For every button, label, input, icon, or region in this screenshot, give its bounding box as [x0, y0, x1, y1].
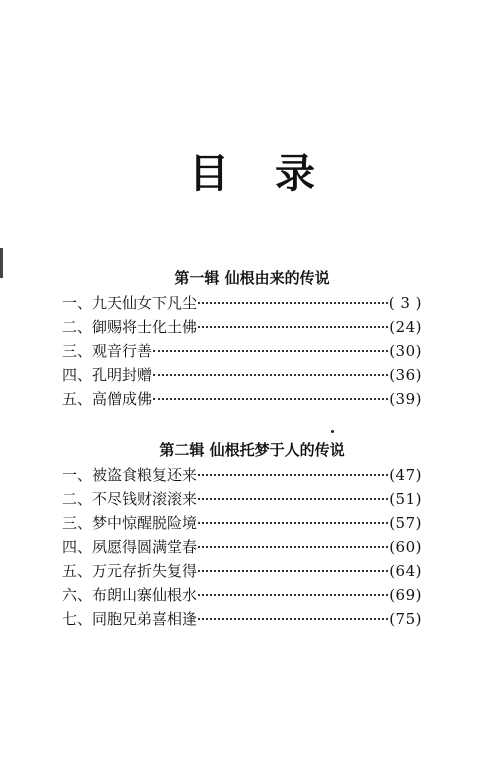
dot-leader [198, 474, 388, 476]
toc-entry-page: (39) [389, 390, 422, 408]
dot-leader [198, 618, 388, 620]
toc-entry[interactable] [62, 559, 422, 583]
toc-entry[interactable] [62, 339, 422, 363]
toc-entry-page: (30) [389, 342, 422, 360]
toc-entry-page: (51) [389, 490, 422, 508]
dot-leader [198, 302, 388, 304]
toc-entry[interactable] [62, 291, 422, 315]
toc-list-section-1 [62, 291, 422, 411]
dot-leader [153, 350, 388, 352]
toc-entry-label: 二、御赐将士化土佛 [62, 318, 198, 336]
toc-entry[interactable] [62, 607, 422, 631]
dot-leader [198, 326, 388, 328]
toc-entry-page: (47) [389, 466, 422, 484]
section-heading-1: 第一辑 仙根由来的传说 [174, 269, 330, 287]
page-title: 目 录 [189, 151, 331, 197]
toc-entry-page: (24) [389, 318, 422, 336]
toc-entry-label: 七、同胞兄弟喜相逢 [62, 610, 198, 628]
toc-entry[interactable] [62, 463, 422, 487]
toc-entry[interactable] [62, 315, 422, 339]
dot-leader [198, 570, 388, 572]
dot-leader [198, 522, 388, 524]
toc-entry-page: (69) [389, 586, 422, 604]
toc-entry-label: 一、被盗食粮复还来 [62, 466, 198, 484]
toc-entry-label: 二、不尽钱财滚滚来 [62, 490, 198, 508]
toc-entry-page: (64) [389, 562, 422, 580]
toc-entry[interactable] [62, 583, 422, 607]
dot-leader [153, 398, 388, 400]
toc-entry-label: 五、万元存折失复得 [62, 562, 198, 580]
toc-entry[interactable] [62, 511, 422, 535]
toc-entry[interactable] [62, 387, 422, 411]
toc-entry-label: 三、观音行善 [62, 342, 153, 360]
toc-entry-page: (57) [389, 514, 422, 532]
toc-entry-label: 四、夙愿得圆满堂春 [62, 538, 198, 556]
dot-leader [198, 498, 388, 500]
toc-entry-label: 三、梦中惊醒脱险境 [62, 514, 198, 532]
toc-entry-page: (60) [389, 538, 422, 556]
toc-entry-page: ( 3 ) [388, 294, 422, 312]
toc-entry-page: (75) [389, 610, 422, 628]
toc-entry[interactable] [62, 487, 422, 511]
toc-entry[interactable] [62, 363, 422, 387]
toc-list-section-2 [62, 463, 422, 631]
dot-leader [198, 594, 388, 596]
toc-entry-label: 五、高僧成佛 [62, 390, 153, 408]
dot-leader [198, 546, 388, 548]
toc-entry-label: 一、九天仙女下凡尘 [62, 294, 198, 312]
toc-entry[interactable] [62, 535, 422, 559]
toc-entry-label: 四、孔明封赠 [62, 366, 153, 384]
dot-leader [153, 374, 388, 376]
toc-entry-page: (36) [389, 366, 422, 384]
scan-speck [331, 430, 334, 433]
section-heading-2: 第二辑 仙根托梦于人的传说 [159, 441, 345, 459]
toc-entry-label: 六、布朗山寨仙根水 [62, 586, 198, 604]
